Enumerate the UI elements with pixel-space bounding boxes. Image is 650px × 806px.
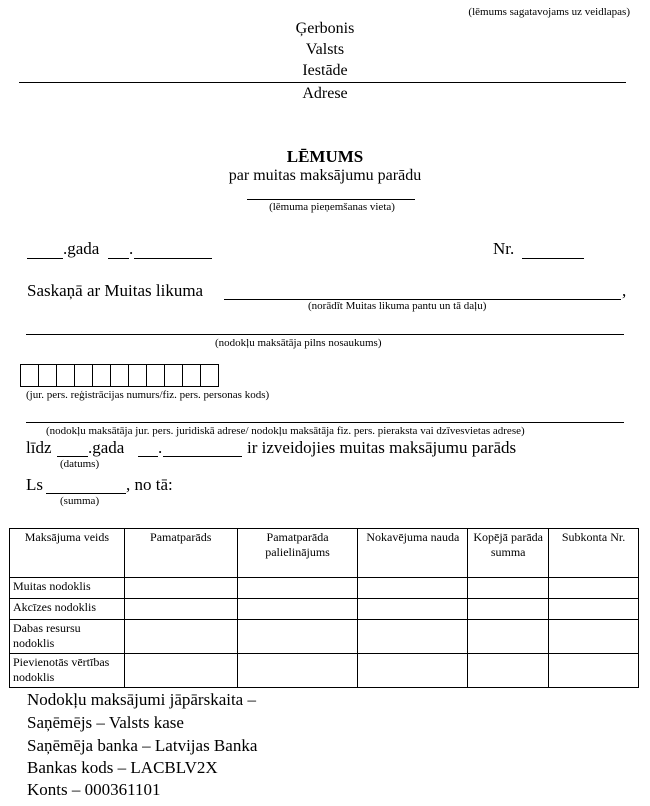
date-caption: (datums) <box>60 458 100 470</box>
table-row <box>10 620 639 654</box>
col-total-debt: Kopējā parāda summa <box>468 529 549 578</box>
nr-label: Nr. <box>493 239 515 258</box>
taxpayer-address-field[interactable] <box>26 422 624 423</box>
regcode-box[interactable] <box>74 364 93 387</box>
table-cell[interactable] <box>549 578 639 599</box>
table-cell[interactable] <box>549 620 639 654</box>
taxpayer-name-field[interactable] <box>26 334 624 335</box>
doc-title: LĒMUMS <box>286 147 364 166</box>
table-cell[interactable] <box>237 599 358 620</box>
table-cell[interactable] <box>358 620 468 654</box>
header-emblem: Ģerbonis <box>295 20 355 37</box>
col-principal-increase: Pamatparāda palielinājums <box>237 529 358 578</box>
law-caption: (norādīt Muitas likuma pantu un tā daļu) <box>308 300 487 312</box>
debt-date-dot: . <box>158 438 163 457</box>
col-late-penalty: Nokavējuma nauda <box>358 529 468 578</box>
table-cell[interactable] <box>358 599 468 620</box>
row-label: Dabas resursu nodoklis <box>10 620 125 654</box>
sum-field[interactable] <box>46 493 126 494</box>
law-lead: Saskaņā ar Muitas likuma <box>27 281 204 300</box>
regcode-box[interactable] <box>110 364 129 387</box>
col-principal: Pamatparāds <box>124 529 237 578</box>
table-cell[interactable] <box>237 654 358 688</box>
table-cell[interactable] <box>549 599 639 620</box>
date-dot: . <box>129 239 134 258</box>
header-address: Adrese <box>302 85 348 102</box>
debt-day-field[interactable] <box>138 456 158 457</box>
col-payment-type: Maksājuma veids <box>10 529 125 578</box>
place-field[interactable] <box>247 199 415 200</box>
col-subaccount: Subkonta Nr. <box>549 529 639 578</box>
regcode-box[interactable] <box>56 364 75 387</box>
regcode-box[interactable] <box>92 364 111 387</box>
taxpayer-caption: (nodokļu maksātāja pilns nosaukums) <box>215 337 382 349</box>
table-cell[interactable] <box>468 654 549 688</box>
table-row <box>10 654 639 688</box>
year-suffix: .gada <box>63 239 100 258</box>
regcode-box[interactable] <box>38 364 57 387</box>
table-cell[interactable] <box>358 654 468 688</box>
sum-tail: , no tā: <box>126 475 173 494</box>
sum-caption: (summa) <box>60 495 100 507</box>
table-cell[interactable] <box>124 578 237 599</box>
table-row <box>10 578 639 599</box>
regcode-boxes[interactable] <box>20 364 218 387</box>
table-cell[interactable] <box>124 620 237 654</box>
payment-intro: Nodokļu maksājumi jāpārskaita – <box>27 690 256 709</box>
debt-month-field[interactable] <box>163 456 242 457</box>
until-label: līdz <box>26 438 52 457</box>
month-field[interactable] <box>134 258 212 259</box>
form-note: (lēmums sagatavojams uz veidlapas) <box>468 6 630 18</box>
row-label: Akcīzes nodoklis <box>10 599 125 620</box>
regcode-box[interactable] <box>128 364 147 387</box>
regcode-box[interactable] <box>146 364 165 387</box>
debt-table <box>9 528 639 688</box>
table-cell[interactable] <box>468 620 549 654</box>
row-label: Pievienotās vērtības nodoklis <box>10 654 125 688</box>
regcode-box[interactable] <box>182 364 201 387</box>
debt-statement: ir izveidojies muitas maksājumu parāds <box>247 438 517 457</box>
place-caption: (lēmuma pieņemšanas vieta) <box>269 201 395 213</box>
currency-label: Ls <box>26 475 43 494</box>
nr-field[interactable] <box>522 258 584 259</box>
row-label: Muitas nodoklis <box>10 578 125 599</box>
regcode-box[interactable] <box>200 364 219 387</box>
payment-account: Konts – 000361101 <box>27 780 161 799</box>
address-caption: (nodokļu maksātāja jur. pers. juridiskā adrese/ nodokļu maksātāja fiz. pers. pieraksta vai dzīvesvietas adrese) <box>46 425 525 437</box>
header-state: Valsts <box>305 41 345 58</box>
year-field[interactable] <box>27 258 63 259</box>
table-row <box>10 599 639 620</box>
doc-subtitle: par muitas maksājumu parādu <box>228 167 422 184</box>
table-cell[interactable] <box>549 654 639 688</box>
payment-bank: Saņēmēja banka – Latvijas Banka <box>27 736 258 755</box>
regcode-box[interactable] <box>164 364 183 387</box>
table-cell[interactable] <box>237 578 358 599</box>
payment-bank-code: Bankas kods – LACBLV2X <box>27 758 218 777</box>
header-divider <box>19 82 626 83</box>
debt-year-suffix: .gada <box>88 438 125 457</box>
debt-year-field[interactable] <box>57 456 88 457</box>
table-header-row <box>10 529 639 578</box>
table-cell[interactable] <box>468 578 549 599</box>
regcode-caption: (jur. pers. reģistrācijas numurs/fiz. pers. personas kods) <box>26 389 270 401</box>
regcode-box[interactable] <box>20 364 39 387</box>
header-institution: Iestāde <box>302 62 348 79</box>
table-cell[interactable] <box>237 620 358 654</box>
law-comma: , <box>622 281 627 300</box>
payment-recipient: Saņēmējs – Valsts kase <box>27 713 184 732</box>
day-field[interactable] <box>108 258 129 259</box>
table-cell[interactable] <box>124 599 237 620</box>
table-cell[interactable] <box>468 599 549 620</box>
table-cell[interactable] <box>124 654 237 688</box>
table-cell[interactable] <box>358 578 468 599</box>
